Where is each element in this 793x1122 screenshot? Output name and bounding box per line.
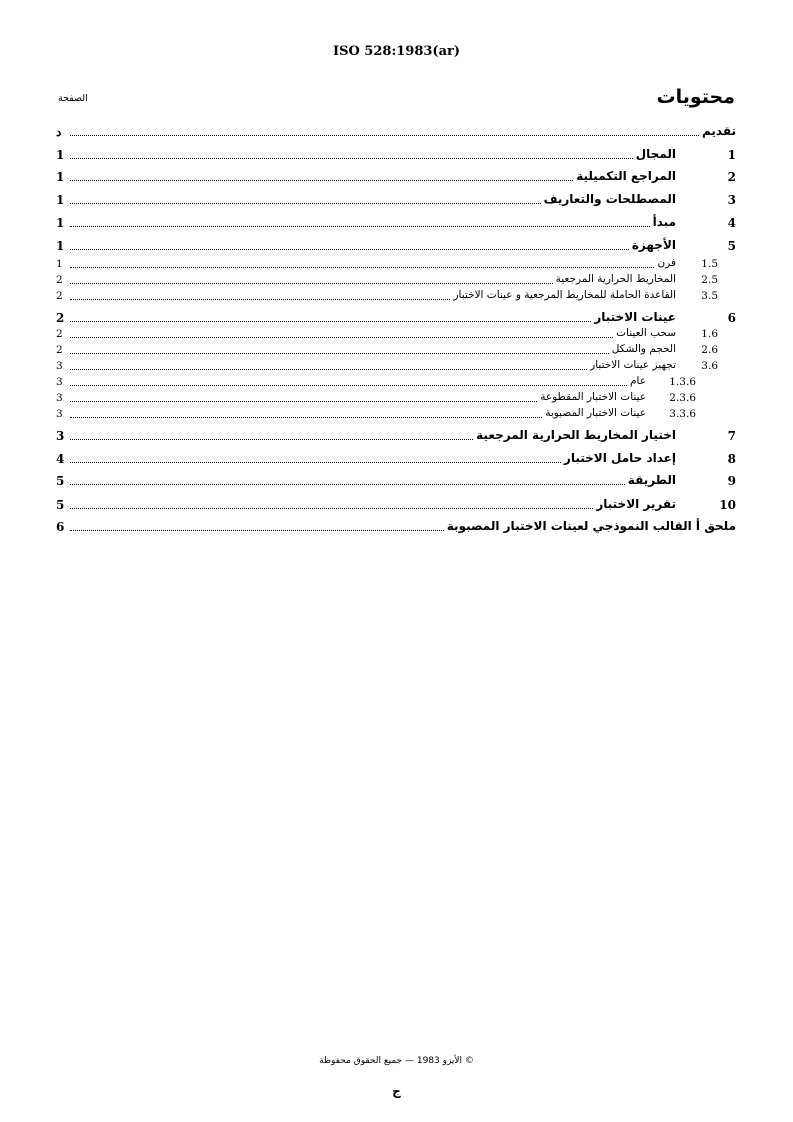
toc-entry-title: سحب العينات: [616, 327, 676, 339]
toc-entry[interactable]: [58, 473, 736, 489]
toc-entry-page: 2: [56, 290, 63, 302]
toc-entry[interactable]: [58, 215, 736, 231]
toc-entry-title: فرن: [657, 257, 676, 269]
copyright-footer: © الأيزو 1983 — جميع الحقوق محفوظة: [319, 1056, 474, 1066]
toc-entry-number: 4: [727, 216, 736, 230]
toc-leader-dots: [70, 269, 553, 284]
toc-entry-number: 1.3.6: [669, 376, 696, 388]
toc-entry-title: إعداد حامل الاختبار: [563, 451, 676, 465]
toc-entry-title: عينات الاختبار المصبوبة: [545, 407, 646, 419]
toc-entry-page: 2: [56, 328, 63, 340]
toc-entry-number: 2.6: [701, 344, 718, 356]
toc-entry-page: 2: [56, 274, 63, 286]
toc-entry[interactable]: [58, 451, 736, 467]
toc-entry-number: 1: [727, 148, 736, 162]
toc-entry-title: المجال: [635, 147, 676, 161]
toc-entry-page: 3: [56, 376, 63, 388]
toc-entry-page: 1: [56, 239, 65, 253]
toc-entry-page: 1: [56, 216, 65, 230]
toc-entry-page: 6: [56, 520, 65, 534]
toc-entry[interactable]: [58, 124, 736, 140]
toc-leader-dots: [70, 494, 593, 509]
toc-entry[interactable]: [58, 147, 736, 163]
toc-entry-number: 2: [727, 170, 736, 184]
toc-entry-title: عام: [630, 375, 646, 387]
toc-entry-page: 2: [56, 344, 63, 356]
toc-entry-page: 1: [56, 193, 65, 207]
toc-entry[interactable]: [58, 407, 736, 423]
toc-leader-dots: [70, 253, 654, 268]
toc-entry[interactable]: [58, 497, 736, 513]
toc-entry[interactable]: [58, 192, 736, 208]
toc-entry-number: 2.3.6: [669, 392, 696, 404]
toc-entry-title: الحجم والشكل: [611, 343, 676, 355]
toc-leader-dots: [70, 403, 542, 418]
toc-leader-dots: [70, 285, 450, 300]
toc-entry[interactable]: [58, 169, 736, 185]
toc-entry-title: ملحق أ القالب النموذجي لعينات الاختبار المصبوبة: [446, 519, 736, 533]
toc-entry-number: 10: [719, 498, 736, 512]
toc-entry[interactable]: [58, 289, 736, 305]
toc-leader-dots: [70, 144, 633, 159]
toc-entry-page: د: [56, 125, 62, 139]
toc-leader-dots: [70, 387, 537, 402]
toc-entry-number: 9: [727, 474, 736, 488]
toc-entry-number: 3.6: [701, 360, 718, 372]
toc-leader-dots: [70, 470, 625, 485]
toc-entry[interactable]: [58, 238, 736, 254]
toc-leader-dots: [70, 516, 444, 531]
toc-entry-number: 8: [727, 452, 736, 466]
toc-entry-title: المراجع التكميلية: [576, 169, 676, 183]
toc-entry-page: 5: [56, 498, 65, 512]
toc-entry-title: عينات الاختبار: [594, 310, 676, 324]
document-id: ISO 528:1983(ar): [332, 44, 460, 59]
toc-entry-number: 2.5: [701, 274, 718, 286]
toc-entry-number: 3.5: [701, 290, 718, 302]
toc-entry-number: 3: [727, 193, 736, 207]
toc-entry-title: مبدأ: [652, 215, 676, 229]
toc-entry-page: 4: [56, 452, 65, 466]
toc-entry-title: تجهيز عينات الاختبار: [590, 359, 676, 371]
toc-entry-title: عينات الاختبار المقطوعة: [540, 391, 646, 403]
toc-leader-dots: [70, 425, 473, 440]
toc-leader-dots: [70, 339, 609, 354]
toc-entry[interactable]: [58, 519, 736, 535]
toc-leader-dots: [70, 323, 613, 338]
toc-leader-dots: [70, 166, 573, 181]
toc-leader-dots: [70, 355, 587, 370]
toc-entry-page: 5: [56, 474, 65, 488]
toc-entry[interactable]: [58, 428, 736, 444]
toc-leader-dots: [70, 121, 699, 136]
toc-entry-title: تقرير الاختبار: [596, 497, 676, 511]
toc-entry-page: 1: [56, 148, 65, 162]
toc-entry-title: اختيار المخاريط الحرارية المرجعية: [476, 428, 676, 442]
toc-entry-page: 3: [56, 429, 65, 443]
toc-leader-dots: [70, 212, 650, 227]
toc-entry-page: 1: [56, 170, 65, 184]
toc-entry-number: 7: [727, 429, 736, 443]
toc-leader-dots: [70, 371, 627, 386]
toc-title: محتويات: [656, 86, 735, 108]
toc-entry-title: تقديم: [702, 124, 736, 138]
toc-leader-dots: [70, 307, 591, 322]
page-number: ج: [392, 1084, 401, 1098]
toc-entry-title: الأجهزة: [631, 238, 676, 252]
toc-leader-dots: [70, 235, 629, 250]
toc-entry-page: 3: [56, 360, 63, 372]
toc-entry-number: 3.3.6: [669, 408, 696, 420]
toc-entry-page: 2: [56, 311, 65, 325]
toc-entry-title: المصطلحات والتعاريف: [543, 192, 676, 206]
toc-entry-page: 1: [56, 258, 63, 270]
page-column-label: الصفحة: [58, 93, 88, 104]
toc-entry-number: 6: [727, 311, 736, 325]
toc-entry-page: 3: [56, 392, 63, 404]
toc-leader-dots: [70, 448, 561, 463]
toc-entry-number: 1.5: [701, 258, 718, 270]
toc-entry-number: 1.6: [701, 328, 718, 340]
toc-entry-number: 5: [727, 239, 736, 253]
toc-entry-title: المخاريط الحرارية المرجعية: [555, 273, 676, 285]
toc-entry-title: الطريقة: [627, 473, 676, 487]
toc-entry-page: 3: [56, 408, 63, 420]
toc-entry-title: القاعدة الحاملة للمخاريط المرجعية و عينات الاختبار: [453, 289, 676, 301]
toc-leader-dots: [70, 189, 541, 204]
